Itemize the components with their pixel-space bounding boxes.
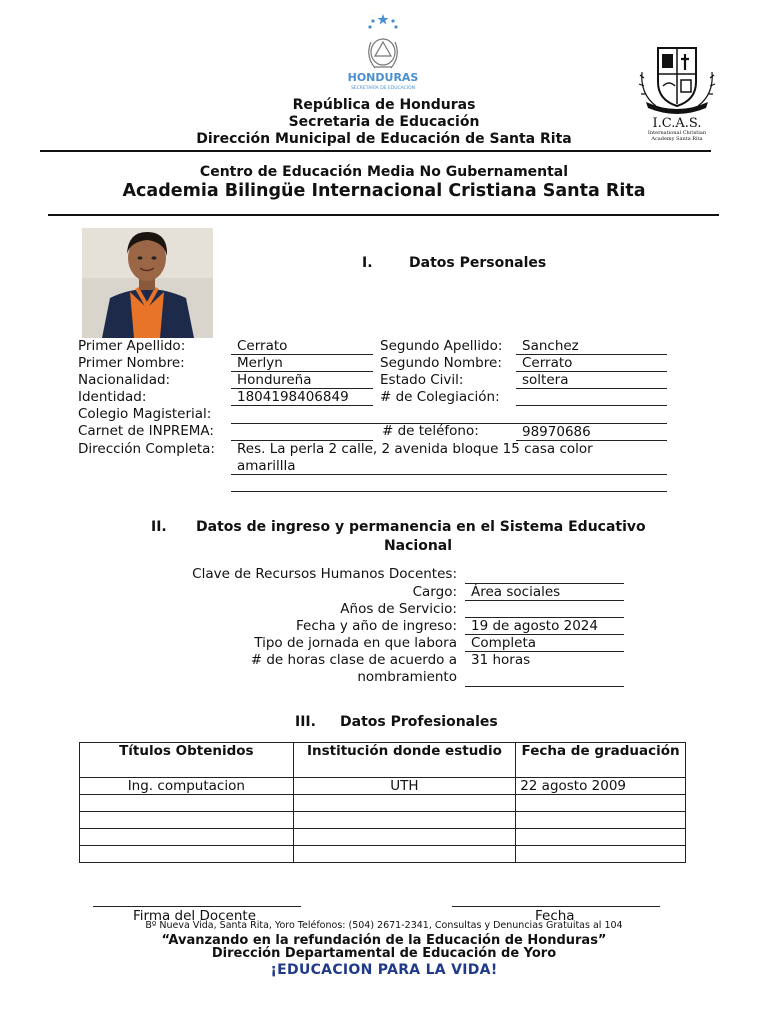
header-fecha-graduacion: Fecha de graduación <box>516 743 686 778</box>
svg-text:International Christian: International Christian <box>647 130 707 136</box>
cell-institucion[interactable] <box>293 795 516 812</box>
cell-institucion[interactable] <box>293 812 516 829</box>
label-fecha-ingreso: Fecha y año de ingreso: <box>296 618 457 634</box>
label-nacionalidad: Nacionalidad: <box>78 372 171 388</box>
center-title: Academia Bilingüe Internacional Cristiana Santa Rita <box>122 181 646 201</box>
label-segundo-apellido: Segundo Apellido: <box>380 338 503 354</box>
label-colegiacion: # de Colegiación: <box>380 389 500 405</box>
firma-line[interactable] <box>93 906 301 907</box>
header-secretaria: Secretaria de Educación <box>288 114 480 130</box>
label-inprema: Carnet de INPREMA: <box>78 423 214 439</box>
label-estado-civil: Estado Civil: <box>380 372 464 388</box>
field-clave[interactable] <box>465 567 624 584</box>
field-identidad[interactable]: 1804198406849 <box>231 389 373 406</box>
table-header-row <box>80 743 686 778</box>
cell-titulo[interactable]: Ing. computacion <box>80 778 294 795</box>
field-anos-servicio[interactable] <box>465 601 624 618</box>
label-segundo-nombre: Segundo Nombre: <box>380 355 502 371</box>
field-primer-apellido[interactable]: Cerrato <box>231 338 373 355</box>
label-jornada: Tipo de jornada en que labora <box>254 635 457 651</box>
footer-slogan: “Avanzando en la refundación de la Educación de Honduras” <box>161 933 607 948</box>
field-estado-civil[interactable]: soltera <box>516 372 667 389</box>
label-colegio-magisterial: Colegio Magisterial: <box>78 406 212 422</box>
center-subtitle: Centro de Educación Media No Gubernamental <box>199 164 569 180</box>
footer-motto: ¡EDUCACION PARA LA VIDA! <box>270 962 498 978</box>
field-cargo[interactable]: Área sociales <box>465 584 624 601</box>
section-2-title-line-1: Datos de ingreso y permanencia en el Sistema Educativo <box>196 519 646 535</box>
field-colegiacion[interactable] <box>516 389 667 406</box>
cell-titulo[interactable] <box>80 812 294 829</box>
professional-data-table <box>79 742 686 863</box>
table-row <box>80 829 686 846</box>
cell-institucion[interactable] <box>293 829 516 846</box>
fecha-line[interactable] <box>452 906 660 907</box>
field-segundo-nombre[interactable]: Cerrato <box>516 355 667 372</box>
cell-institucion[interactable] <box>293 846 516 863</box>
field-primer-nombre[interactable]: Merlyn <box>231 355 373 372</box>
label-identidad: Identidad: <box>78 389 147 405</box>
header-rule <box>40 150 711 152</box>
footer-address: Bº Nueva Vida, Santa Rita, Yoro Teléfonos: (504) 2671-2341, Consultas y Denuncias Gratuitas al 104 <box>145 920 623 931</box>
label-clave: Clave de Recursos Humanos Docentes: <box>192 566 457 582</box>
direccion-line-2: amarillla <box>237 458 296 474</box>
header-direccion: Dirección Municipal de Educación de Santa Rita <box>196 131 572 147</box>
svg-text:I.C.A.S.: I.C.A.S. <box>652 116 702 131</box>
table-row <box>80 778 686 795</box>
section-2-title-line-2: Nacional <box>383 538 453 554</box>
label-horas-2: nombramiento <box>357 669 457 685</box>
teacher-photo <box>82 228 213 338</box>
field-fecha-ingreso[interactable]: 19 de agosto 2024 <box>465 618 624 635</box>
field-telefono[interactable]: 98970686 <box>516 424 667 441</box>
label-horas-1: # de horas clase de acuerdo a <box>250 652 457 668</box>
cell-fecha[interactable] <box>516 812 686 829</box>
label-cargo: Cargo: <box>412 584 457 600</box>
honduras-seal-logo <box>340 12 426 92</box>
cell-fecha[interactable] <box>516 846 686 863</box>
cell-titulo[interactable] <box>80 829 294 846</box>
cell-institucion[interactable]: UTH <box>293 778 516 795</box>
cell-fecha[interactable] <box>516 829 686 846</box>
fecha-label: Fecha <box>535 908 575 924</box>
field-colegio-magisterial[interactable] <box>231 407 667 424</box>
svg-text:SECRETARÍA DE EDUCACIÓN: SECRETARÍA DE EDUCACIÓN <box>350 86 416 91</box>
field-nacionalidad[interactable]: Hondureña <box>231 372 373 389</box>
label-direccion: Dirección Completa: <box>78 441 215 457</box>
section-1-number: I. <box>362 255 373 271</box>
direccion-extra-line <box>231 475 667 492</box>
footer-direction: Dirección Departamental de Educación de Yoro <box>211 946 557 961</box>
field-direccion[interactable] <box>231 441 667 492</box>
header-republic: República de Honduras <box>292 97 476 113</box>
cell-titulo[interactable] <box>80 795 294 812</box>
direccion-line-1: Res. La perla 2 calle, 2 avenida bloque 15 casa color <box>237 441 593 457</box>
section-3-title: Datos Profesionales <box>340 714 498 730</box>
firma-label: Firma del Docente <box>133 908 257 924</box>
cell-titulo[interactable] <box>80 846 294 863</box>
header-institucion: Institución donde estudio <box>293 743 516 778</box>
table-row <box>80 812 686 829</box>
field-inprema[interactable] <box>231 424 373 441</box>
svg-text:Academy Santa Rita: Academy Santa Rita <box>651 136 703 142</box>
header-titulos: Títulos Obtenidos <box>80 743 294 778</box>
label-anos-servicio: Años de Servicio: <box>340 601 457 617</box>
cell-fecha[interactable]: 22 agosto 2009 <box>516 778 686 795</box>
table-row <box>80 795 686 812</box>
field-horas[interactable]: 31 horas <box>465 652 624 687</box>
field-segundo-apellido[interactable]: Sanchez <box>516 338 667 355</box>
section-2-number: II. <box>151 519 167 535</box>
title-rule <box>48 214 719 216</box>
label-primer-nombre: Primer Nombre: <box>78 355 185 371</box>
cell-fecha[interactable] <box>516 795 686 812</box>
section-3-number: III. <box>295 714 316 730</box>
section-1-title: Datos Personales <box>409 255 547 271</box>
svg-text:HONDURAS: HONDURAS <box>347 71 419 84</box>
field-jornada[interactable]: Completa <box>465 635 624 652</box>
table-row <box>80 846 686 863</box>
label-telefono: # de teléfono: <box>382 423 479 439</box>
label-primer-apellido: Primer Apellido: <box>78 338 186 354</box>
